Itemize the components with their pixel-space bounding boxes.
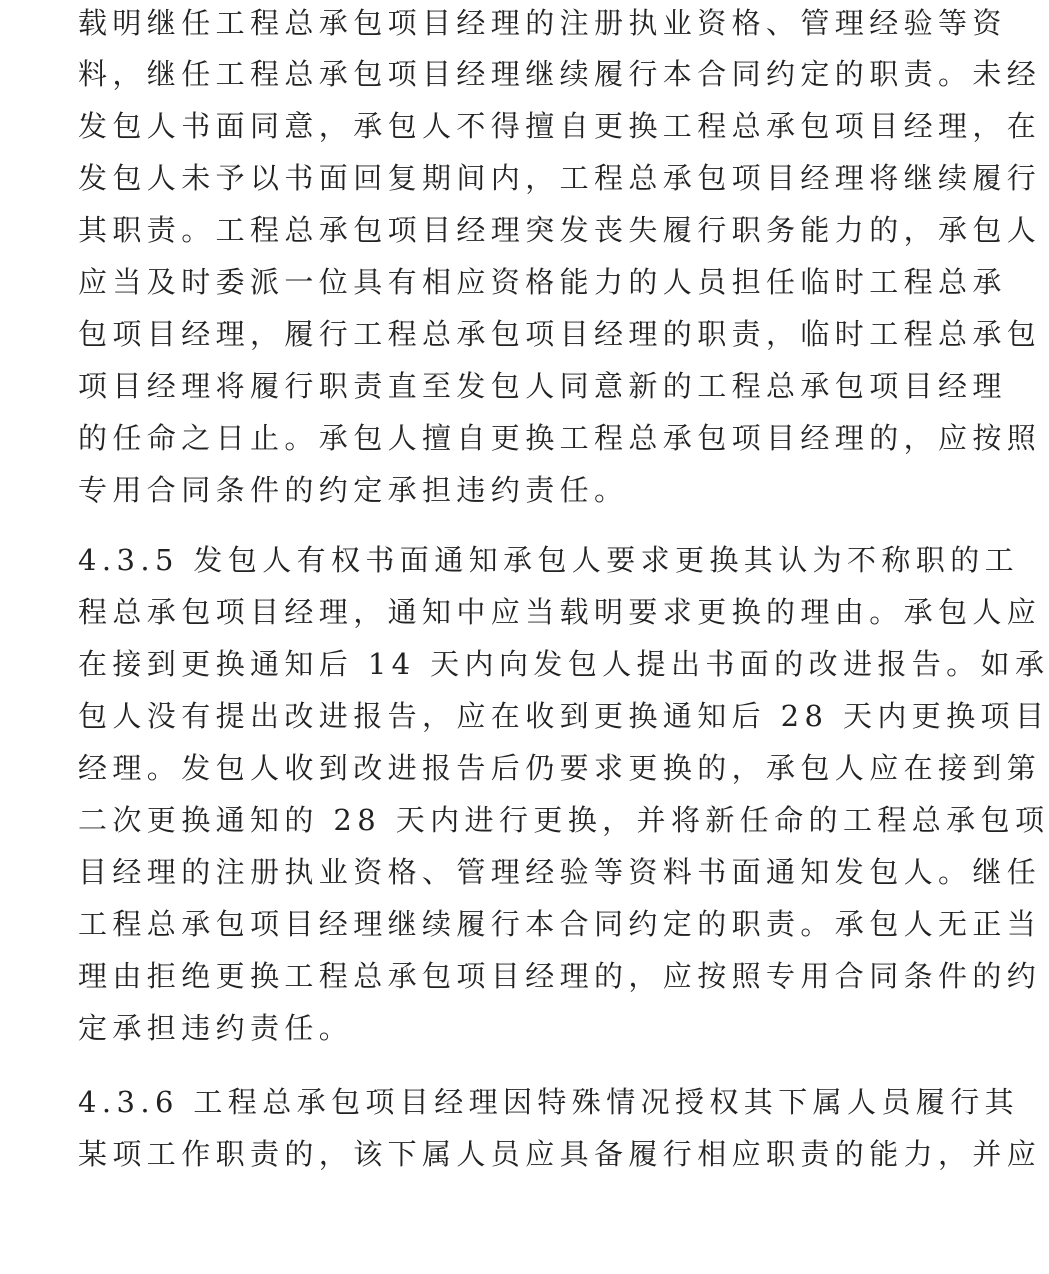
text-line: 发包人未予以书面回复期间内，工程总承包项目经理将继续履行 bbox=[78, 161, 1042, 195]
text-line: 载明继任工程总承包项目经理的注册执业资格、管理经验等资 bbox=[78, 6, 1007, 40]
text-line: 项目经理将履行职责直至发包人同意新的工程总承包项目经理 bbox=[78, 369, 1007, 403]
text-line: 目经理的注册执业资格、管理经验等资料书面通知发包人。继任 bbox=[78, 855, 1042, 889]
clause-heading-line: 4.3.6 工程总承包项目经理因特殊情况授权其下属人员履行其 bbox=[78, 1085, 1020, 1119]
text-line: 应当及时委派一位具有相应资格能力的人员担任临时工程总承 bbox=[78, 265, 1007, 299]
text-line: 理由拒绝更换工程总承包项目经理的，应按照专用合同条件的约 bbox=[78, 959, 1042, 993]
text-line: 定承担违约责任。 bbox=[78, 1011, 354, 1045]
text-line: 某项工作职责的，该下属人员应具备履行相应职责的能力，并应 bbox=[78, 1137, 1042, 1171]
text-line: 程总承包项目经理，通知中应当载明要求更换的理由。承包人应 bbox=[78, 595, 1042, 629]
text-line: 在接到更换通知后 14 天内向发包人提出书面的改进报告。如承 bbox=[78, 647, 1049, 681]
text-line: 工程总承包项目经理继续履行本合同约定的职责。承包人无正当 bbox=[78, 907, 1042, 941]
clause-heading-line: 4.3.5 发包人有权书面通知承包人要求更换其认为不称职的工 bbox=[78, 543, 1020, 577]
text-line: 包人没有提出改进报告，应在收到更换通知后 28 天内更换项目 bbox=[78, 699, 1049, 733]
text-line: 其职责。工程总承包项目经理突发丧失履行职务能力的，承包人 bbox=[78, 213, 1042, 247]
text-line: 发包人书面同意，承包人不得擅自更换工程总承包项目经理，在 bbox=[78, 109, 1042, 143]
text-line: 经理。发包人收到改进报告后仍要求更换的，承包人应在接到第 bbox=[78, 751, 1042, 785]
text-line: 专用合同条件的约定承担违约责任。 bbox=[78, 473, 629, 507]
text-line: 的任命之日止。承包人擅自更换工程总承包项目经理的，应按照 bbox=[78, 421, 1042, 455]
text-line: 包项目经理，履行工程总承包项目经理的职责，临时工程总承包 bbox=[78, 317, 1042, 351]
text-line: 二次更换通知的 28 天内进行更换，并将新任命的工程总承包项 bbox=[78, 803, 1049, 837]
text-line: 料，继任工程总承包项目经理继续履行本合同约定的职责。未经 bbox=[78, 57, 1042, 91]
